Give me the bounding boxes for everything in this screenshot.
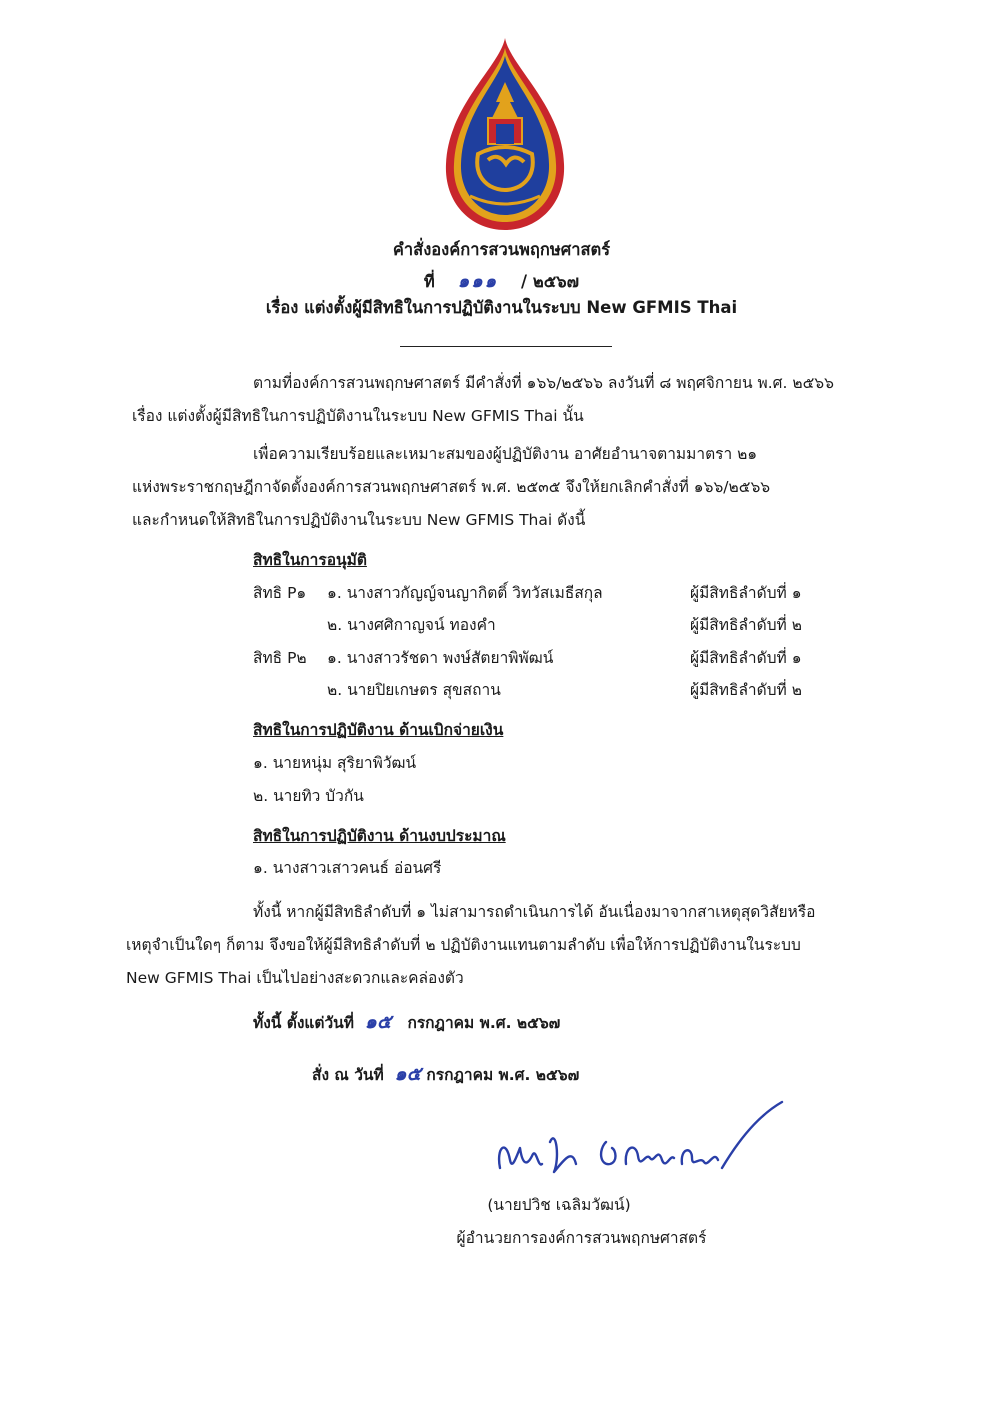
closing-line1: ทั้งนี้ หากผู้มีสิทธิลำดับที่ ๑ ไม่สามารถดำเนินการได้ อันเนื่องมาจากสาเหตุสุดวิสัยหรือ — [253, 903, 816, 921]
order-date-prefix: สั่ง ณ วันที่ — [312, 1066, 384, 1084]
approval-name: ๒. นางศศิกาญจน์ ทองคำ — [327, 616, 496, 634]
para1-line2: เรื่อง แต่งตั้งผู้มีสิทธิในการปฏิบัติงานในระบบ New GFMIS Thai นั้น — [132, 407, 584, 425]
signatory-position: ผู้อำนวยการองค์การสวนพฤกษศาสตร์ — [456, 1229, 707, 1247]
header-divider — [400, 346, 612, 347]
director-signature — [486, 1098, 786, 1188]
budget-heading: สิทธิในการปฏิบัติงาน ด้านงบประมาณ — [253, 827, 506, 845]
budget-item: ๑. นางสาวเสาวคนธ์ อ่อนศรี — [253, 859, 442, 877]
signatory-name: (นายปวิช เฉลิมวัฒน์) — [487, 1196, 631, 1214]
document-title: คำสั่งองค์การสวนพฤกษศาสตร์ — [392, 240, 611, 259]
approval-name: ๑. นางสาวรัชดา พงษ์สัตยาพิพัฒน์ — [327, 649, 554, 667]
closing-line3: New GFMIS Thai เป็นไปอย่างสะดวกและคล่องตัว — [126, 969, 464, 987]
para2-line3: และกำหนดให้สิทธิในการปฏิบัติงานในระบบ New GFMIS Thai ดังนี้ — [132, 511, 586, 529]
para1-line1: ตามที่องค์การสวนพฤกษศาสตร์ มีคำสั่งที่ ๑๖๖/๒๕๖๖ ลงวันที่ ๘ พฤศจิกายน พ.ศ. ๒๕๖๖ — [253, 374, 834, 392]
approval-rank: ผู้มีสิทธิลำดับที่ ๑ — [690, 649, 802, 667]
approval-group-p1: สิทธิ P๑ — [253, 584, 307, 602]
para2-line2: แห่งพระราชกฤษฎีกาจัดตั้งองค์การสวนพฤกษศาสตร์ พ.ศ. ๒๕๓๕ จึงให้ยกเลิกคำสั่งที่ ๑๖๖/๒๕๖๖ — [132, 478, 771, 496]
para2-line1: เพื่อความเรียบร้อยและเหมาะสมของผู้ปฏิบัติงาน อาศัยอำนาจตามมาตรา ๒๑ — [253, 445, 758, 463]
approval-rank: ผู้มีสิทธิลำดับที่ ๒ — [690, 681, 802, 699]
closing-line2: เหตุจำเป็นใดๆ ก็ตาม จึงขอให้ผู้มีสิทธิลำดับที่ ๒ ปฏิบัติงานแทนตามลำดับ เพื่อให้การปฏิบัติงานในระบบ — [126, 936, 801, 954]
document-subject: เรื่อง แต่งตั้งผู้มีสิทธิในการปฏิบัติงานในระบบ New GFMIS Thai — [265, 298, 738, 317]
order-number-prefix: ที่ — [423, 272, 435, 291]
approval-rank: ผู้มีสิทธิลำดับที่ ๒ — [690, 616, 802, 634]
approval-name: ๑. นางสาวกัญญ์จนญากิตติ์ วิทวัสเมธีสกุล — [327, 584, 603, 602]
order-number — [0, 270, 1003, 294]
approval-heading: สิทธิในการอนุมัติ — [253, 551, 367, 569]
order-day-handwritten: ๑๕ — [394, 1063, 421, 1085]
botanical-garden-seal-logo — [440, 36, 570, 232]
approval-name: ๒. นายปิยเกษตร สุขสถาน — [327, 681, 501, 699]
effective-day-handwritten: ๑๕ — [364, 1011, 392, 1033]
disbursement-heading: สิทธิในการปฏิบัติงาน ด้านเบิกจ่ายเงิน — [253, 721, 504, 739]
approval-rank: ผู้มีสิทธิลำดับที่ ๑ — [690, 584, 802, 602]
order-date-suffix: กรกฎาคม พ.ศ. ๒๕๖๗ — [426, 1066, 580, 1084]
effective-date-suffix: กรกฎาคม พ.ศ. ๒๕๖๗ — [407, 1014, 561, 1032]
order-number-suffix: / ๒๕๖๗ — [521, 272, 580, 291]
order-number-handwritten: ๑๑๑ — [457, 271, 499, 292]
effective-date-prefix: ทั้งนี้ ตั้งแต่วันที่ — [253, 1014, 354, 1032]
order-date — [312, 1062, 579, 1087]
disbursement-item: ๒. นายทิว บัวกัน — [253, 787, 364, 805]
disbursement-item: ๑. นายหนุ่ม สุริยาพิวัฒน์ — [253, 754, 417, 772]
approval-group-p2: สิทธิ P๒ — [253, 649, 307, 667]
effective-date — [253, 1010, 560, 1035]
